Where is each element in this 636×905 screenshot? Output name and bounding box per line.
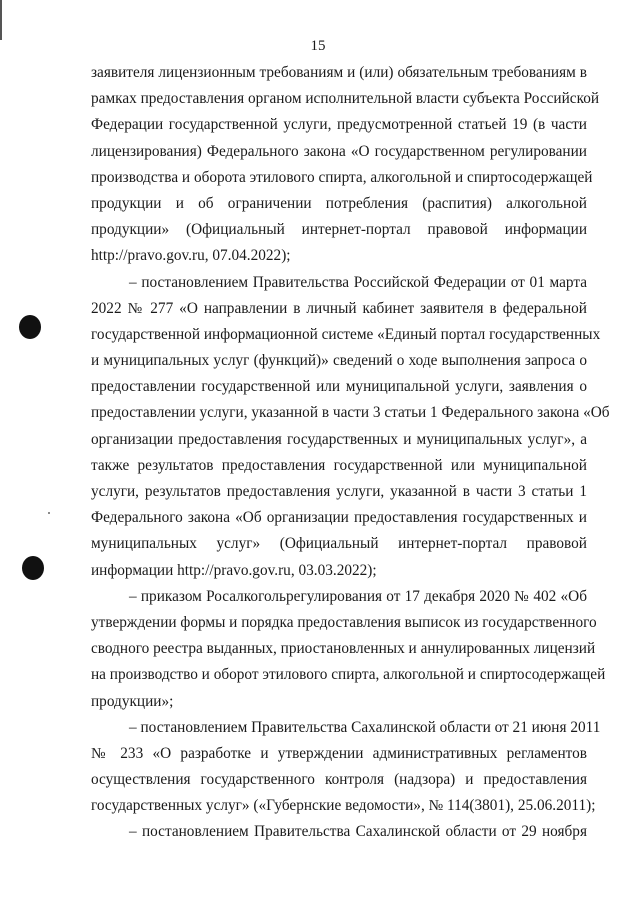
text-line: – постановлением Правительства Сахалинской области от 21 июня 2011 — [129, 718, 601, 736]
text-line: на производство и оборот этилового спирта, алкогольной и спиртосодержащей — [91, 666, 606, 684]
text-line: услуги, результатов предоставления услуги, указанной в части 3 статьи 1 — [91, 483, 587, 500]
text-line: № 233 «О разработке и утверждении административных регламентов — [91, 744, 587, 762]
punch-hole — [19, 315, 41, 339]
text-line: предоставлении государственной или муниципальной услуги, заявления о — [91, 378, 587, 396]
text-line: государственных услуг» («Губернские ведомости», № 114(3801), 25.06.2011); — [91, 797, 596, 815]
text-line: организации предоставления государственных и муниципальных услуг», а — [91, 430, 587, 448]
text-line: государственной информационной системе «Единый портал государственных — [91, 325, 601, 343]
text-line: предоставлении услуги, указанной в части 3 статьи 1 Федерального закона «Об — [91, 404, 610, 422]
text-line: также результатов предоставления государственной или муниципальной — [91, 456, 587, 474]
text-line: – постановлением Правительства Сахалинской области от 29 ноября — [129, 823, 587, 841]
text-line: лицензирования) Федерального закона «О государственном регулировании — [91, 142, 587, 160]
text-line: – приказом Росалкогольрегулирования от 17 декабря 2020 № 402 «Об — [129, 587, 587, 605]
text-line: 2022 № 277 «О направлении в личный кабинет заявителя в федеральной — [91, 299, 587, 317]
text-line: рамках предоставления органом исполнительной власти субъекта Российской — [91, 90, 600, 108]
document-body — [91, 60, 610, 846]
scan-edge-mark — [0, 0, 2, 40]
text-line: информации http://pravo.gov.ru, 03.03.2022); — [91, 561, 377, 579]
text-line: сводного реестра выданных, приостановленных и аннулированных лицензий — [91, 640, 596, 658]
text-line: http://pravo.gov.ru, 07.04.2022); — [91, 247, 291, 265]
text-line: продукции»; — [91, 692, 174, 710]
text-line: Федерации государственной услуги, предусмотренной статьей 19 (в части — [91, 116, 587, 134]
text-line: Федерального закона «Об организации предоставления государственных и — [91, 509, 587, 527]
text-line: заявителя лицензионным требованиям и (или) обязательным требованиям в — [91, 64, 587, 81]
text-line: продукции и об ограничении потребления (распития) алкогольной — [91, 194, 587, 212]
text-line: осуществления государственного контроля (надзора) и предоставления — [91, 771, 587, 789]
text-line: – постановлением Правительства Российской Федерации от 01 марта — [129, 273, 587, 291]
text-line: продукции» (Официальный интернет-портал правовой информации — [91, 221, 587, 239]
scan-speck — [48, 512, 50, 514]
text-line: утверждении формы и порядка предоставления выписок из государственного — [91, 613, 597, 631]
text-line: и муниципальных услуг (функций)» сведений о ходе выполнения запроса о — [91, 352, 587, 370]
text-line: муниципальных услуг» (Официальный интернет-портал правовой — [91, 535, 587, 553]
punch-hole — [22, 556, 44, 580]
text-line: производства и оборота этилового спирта, алкогольной и спиртосодержащей — [91, 168, 593, 186]
page-number: 15 — [310, 38, 326, 54]
